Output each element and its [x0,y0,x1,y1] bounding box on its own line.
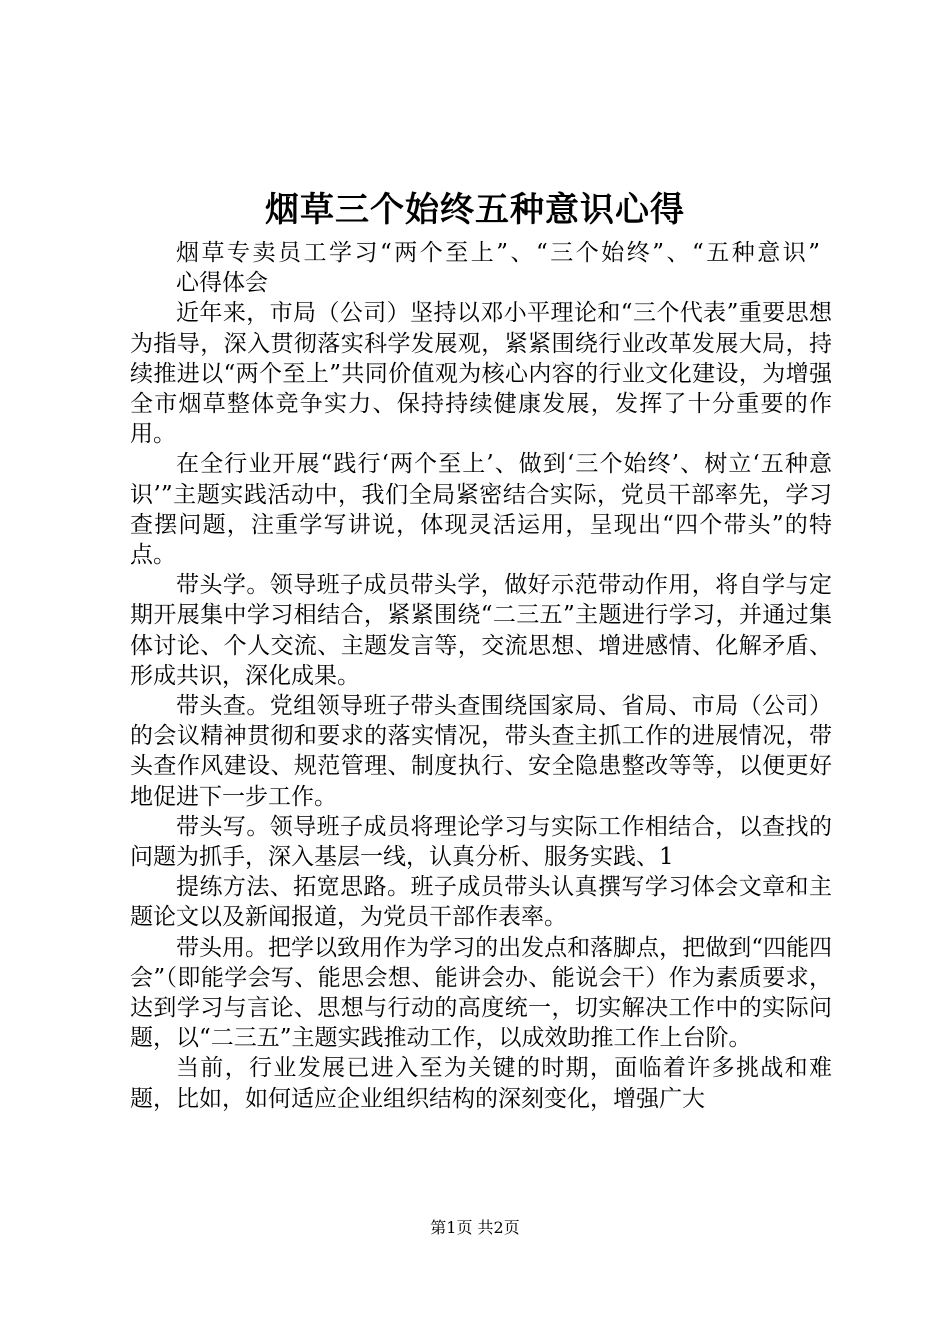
paragraph-heading: 烟草专卖员工学习“两个至上”、“三个始终”、“五种意识” [176,240,823,266]
paragraph-subheading: 心得体会 [176,270,268,297]
paragraph: 提练方法、拓宽思路。班子成员带头认真撰写学习体会文章和主题论文以及新闻报道，为党员干部作表率。 [130,874,832,931]
paragraph: 在全行业开展“践行‘两个至上’、做到‘三个始终’、树立‘五种意识’”主题实践活动中，我们全局紧密结合实际，党员干部率先，学习查摆问题，注重学写讲说，体现灵活运用，呈现出“四个带头”的特点。 [130,451,832,569]
page-footer: 第1页 共2页 [430,1218,520,1237]
paragraph: 带头用。把学以致用作为学习的出发点和落脚点，把做到“四能四会”（即能学会写、能思会想、能讲会办、能说会干）作为素质要求，达到学习与言论、思想与行动的高度统一，切实解决工作中的实际问题，以“二三五”主题实践推动工作，以成效助推工作上台阶。 [130,934,832,1052]
document-body [130,238,832,1114]
paragraph: 当前，行业发展已进入至为关键的时期，面临着许多挑战和难题，比如，如何适应企业组织结构的深刻变化，增强广大 [130,1055,832,1112]
paragraph: 带头学。领导班子成员带头学，做好示范带动作用，将自学与定期开展集中学习相结合，紧紧围绕“二三五”主题进行学习，并通过集体讨论、个人交流、主题发言等，交流思想、增进感情、化解矛盾、形成共识，深化成果。 [130,572,832,689]
paragraph: 带头写。领导班子成员将理论学习与实际工作相结合，以查找的问题为抓手，深入基层一线，认真分析、服务实践、1 [130,813,832,871]
paragraph: 带头查。党组领导班子带头查围绕国家局、省局、市局（公司）的会议精神贯彻和要求的落实情况，带头查主抓工作的进展情况，带头查作风建设、规范管理、制度执行、安全隐患整改等等，以便更好地促进下一步工作。 [130,693,832,810]
paragraph: 近年来，市局（公司）坚持以邓小平理论和“三个代表”重要思想为指导，深入贯彻落实科学发展观，紧紧围绕行业改革发展大局，持续推进以“两个至上”共同价值观为核心内容的行业文化建设，为增强全市烟草整体竞争实力、保持持续健康发展，发挥了十分重要的作用。 [130,300,832,448]
document-title: 烟草三个始终五种意识心得 [265,190,685,230]
